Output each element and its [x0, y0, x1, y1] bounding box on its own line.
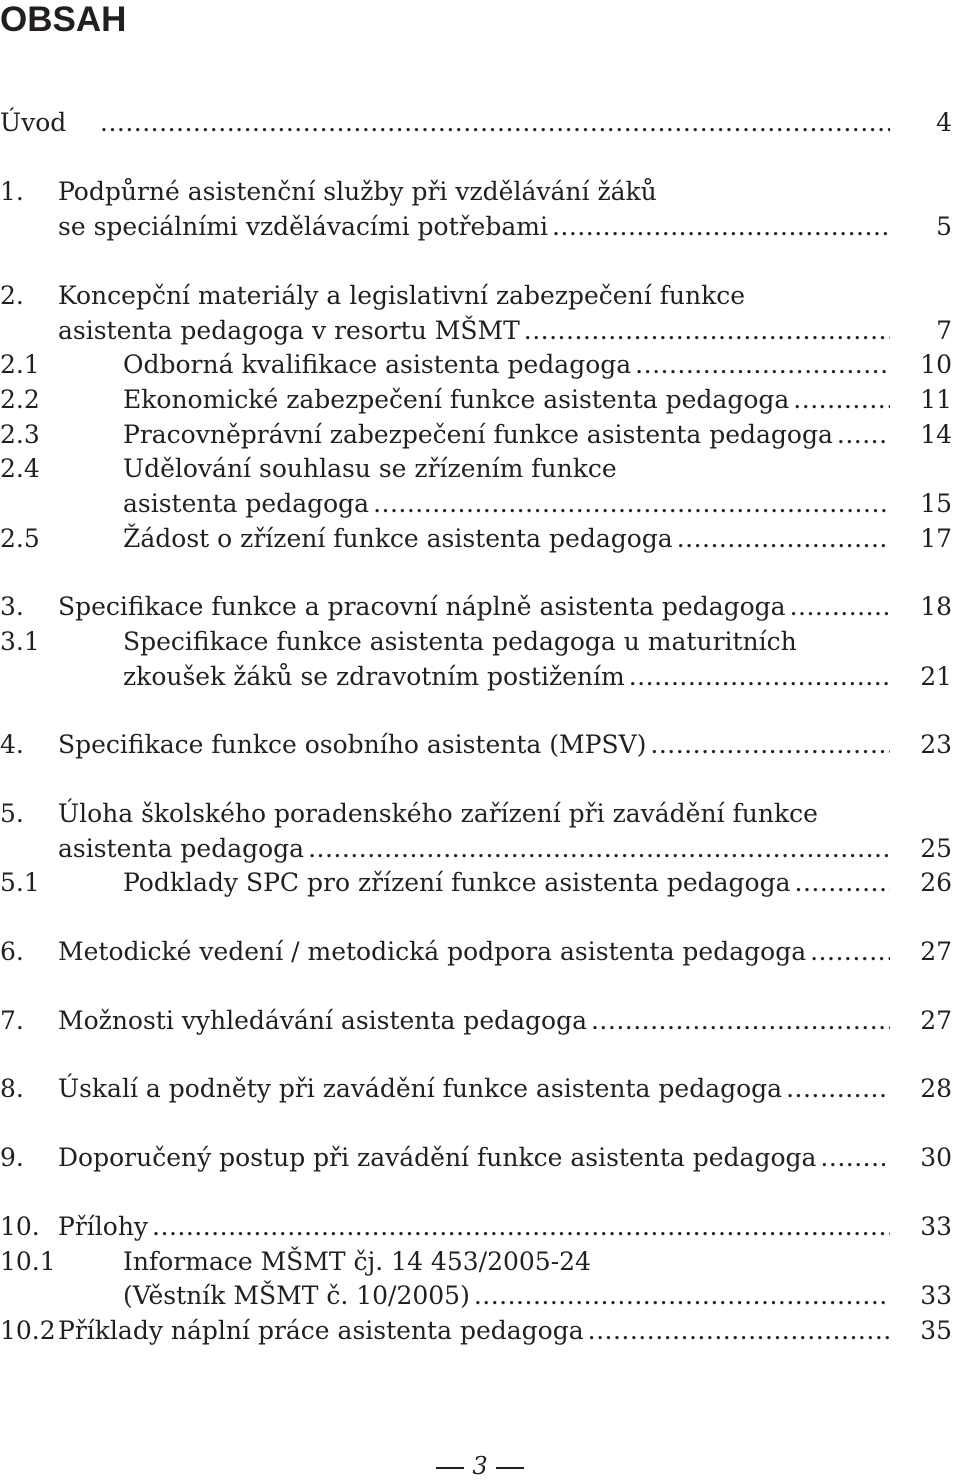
toc-entry-content	[58, 1071, 890, 1107]
toc-entry-content	[58, 1140, 890, 1176]
toc-page-number: 33	[920, 1212, 952, 1241]
toc-entry-number: 5.1	[0, 868, 40, 897]
toc-entry-title: Úskalí a podněty při zavádění funkce asistenta pedagoga	[58, 1074, 783, 1103]
toc-entry-number: 3.1	[0, 627, 40, 656]
toc-entry	[0, 624, 960, 660]
toc-entry-content	[58, 727, 890, 763]
toc-entry-title: se speciálními vzdělávacími potřebami	[58, 212, 548, 241]
toc-dot-leader	[373, 486, 890, 522]
toc-entry-title: Podpůrné asistenční služby při vzdělávání žáků	[58, 177, 657, 206]
toc-dot-leader	[308, 831, 890, 867]
toc-entry-content	[123, 1278, 890, 1314]
page-number: 3	[472, 1452, 488, 1480]
toc-entry-number: 2.	[0, 281, 24, 310]
toc-entry	[0, 831, 960, 867]
toc-entry-number: 4.	[0, 730, 24, 759]
toc-entry-content	[58, 278, 890, 314]
toc-dot-leader	[650, 727, 890, 763]
toc-dot-leader	[820, 1140, 890, 1176]
toc-entry	[0, 1278, 960, 1314]
toc-entry-title: Žádost o zřízení funkce asistenta pedagoga	[123, 524, 673, 553]
toc-entry-content	[58, 934, 890, 970]
toc-dot-leader	[786, 1071, 890, 1107]
toc-entry-title: Pracovněprávní zabezpečení funkce asistenta pedagoga	[123, 420, 833, 449]
toc-dot-leader	[795, 865, 890, 901]
toc-entry	[0, 417, 960, 453]
toc-page-number: 30	[920, 1143, 952, 1172]
toc-page-number: 35	[920, 1316, 952, 1345]
toc-entry-title: Úloha školského poradenského zařízení při zavádění funkce	[58, 799, 818, 828]
toc-entry-content	[123, 521, 890, 557]
toc-page-number: 28	[920, 1074, 952, 1103]
toc-entry-content	[123, 486, 890, 522]
toc-page-number: 14	[920, 420, 952, 449]
toc-entry-title: Příklady náplní práce asistenta pedagoga	[58, 1316, 584, 1345]
toc-dot-leader	[524, 313, 890, 349]
toc-entry-content	[58, 1003, 890, 1039]
toc-entry	[0, 659, 960, 695]
toc-entry-content	[58, 589, 890, 625]
toc-entry-content	[123, 624, 890, 660]
toc-entry	[0, 1003, 960, 1039]
toc-entry	[0, 1313, 960, 1349]
toc-page-number: 15	[920, 489, 952, 518]
toc-dot-leader	[152, 1209, 890, 1245]
toc-page-number: 4	[936, 108, 952, 137]
toc-entry-number: 2.4	[0, 454, 40, 483]
toc-entry-title: asistenta pedagoga v resortu MŠMT	[58, 316, 520, 345]
toc-entry-title: Doporučený postup při zavádění funkce asistenta pedagoga	[58, 1143, 817, 1172]
toc-entry-title: Přílohy	[58, 1212, 149, 1241]
toc-page-number: 21	[920, 662, 952, 691]
page-title: OBSAH	[0, 0, 127, 39]
toc-entry-content	[123, 659, 890, 695]
toc-entry-content	[58, 831, 890, 867]
toc-entry-title: Metodické vedení / metodická podpora asistenta pedagoga	[58, 937, 807, 966]
toc-dot-leader	[810, 934, 890, 970]
toc-page-number: 5	[936, 212, 952, 241]
toc-entry-title: Udělování souhlasu se zřízením funkce	[123, 454, 617, 483]
toc-entry	[0, 209, 960, 245]
toc-dot-leader	[474, 1278, 890, 1314]
toc-page-number: 25	[920, 834, 952, 863]
toc-entry-number: 5.	[0, 799, 24, 828]
toc-dot-leader	[790, 589, 890, 625]
toc-entry-content	[58, 313, 890, 349]
toc-page-number: 18	[920, 592, 952, 621]
toc-entry-content	[58, 209, 890, 245]
toc-entry	[0, 278, 960, 314]
toc-entry	[0, 727, 960, 763]
toc-entry-content	[100, 105, 890, 141]
toc-dot-leader	[635, 347, 890, 383]
footer-dash-right	[496, 1467, 524, 1469]
toc-entry	[0, 521, 960, 557]
toc-dot-leader	[793, 382, 890, 418]
toc-entry-title: Možnosti vyhledávání asistenta pedagoga	[58, 1006, 587, 1035]
toc-entry-number: 2.5	[0, 524, 40, 553]
toc-page-number: 26	[920, 868, 952, 897]
toc-page-number: 33	[920, 1281, 952, 1310]
toc-page-number: 23	[920, 730, 952, 759]
toc-entry	[0, 486, 960, 522]
toc-entry-title: Odborná kvalifikace asistenta pedagoga	[123, 350, 632, 379]
toc-entry-number: 2.3	[0, 420, 40, 449]
toc-entry-title: Informace MŠMT čj. 14 453/2005-24	[123, 1247, 591, 1276]
toc-dot-leader	[591, 1003, 890, 1039]
toc-entry-title: (Věstník MŠMT č. 10/2005)	[123, 1281, 470, 1310]
toc-entry-content	[123, 417, 890, 453]
toc-entry	[0, 865, 960, 901]
toc-entry	[0, 1209, 960, 1245]
toc-entry	[0, 796, 960, 832]
toc-entry-title: Koncepční materiály a legislativní zabezpečení funkce	[58, 281, 746, 310]
toc-entry-content	[123, 451, 890, 487]
toc-entry	[0, 1244, 960, 1280]
toc-entry-number: 10.2	[0, 1316, 56, 1345]
toc-entry-number: Úvod	[0, 108, 67, 137]
toc-entry-content	[58, 1313, 890, 1349]
toc-entry	[0, 105, 960, 141]
toc-entry-title: Podklady SPC pro zřízení funkce asistenta pedagoga	[123, 868, 791, 897]
toc-page-number: 7	[936, 316, 952, 345]
toc-entry-number: 3.	[0, 592, 24, 621]
toc-entry-number: 7.	[0, 1006, 24, 1035]
toc-page-number: 10	[920, 350, 952, 379]
toc-entry-title: asistenta pedagoga	[58, 834, 305, 863]
toc-dot-leader	[100, 105, 890, 141]
toc-dot-leader	[629, 659, 890, 695]
toc-entry	[0, 347, 960, 383]
toc-dot-leader	[677, 521, 890, 557]
toc-dot-leader	[552, 209, 890, 245]
toc-entry-number: 2.1	[0, 350, 40, 379]
toc-entry-number: 10.1	[0, 1247, 56, 1276]
toc-entry-content	[123, 865, 890, 901]
toc-entry-content	[123, 1244, 890, 1280]
toc-entry-title: Specifikace funkce asistenta pedagoga u maturitních	[123, 627, 797, 656]
toc-entry	[0, 1140, 960, 1176]
toc-entry-content	[123, 382, 890, 418]
toc-entry	[0, 451, 960, 487]
toc-page-number: 17	[920, 524, 952, 553]
toc-entry-content	[58, 174, 890, 210]
toc-dot-leader	[837, 417, 890, 453]
toc-entry	[0, 313, 960, 349]
toc-entry-title: Specifikace funkce osobního asistenta (MPSV)	[58, 730, 647, 759]
toc-entry-number: 1.	[0, 177, 24, 206]
toc-entry	[0, 934, 960, 970]
toc-entry	[0, 1071, 960, 1107]
toc-entry-number: 2.2	[0, 385, 40, 414]
toc-dot-leader	[588, 1313, 890, 1349]
toc-entry-number: 6.	[0, 937, 24, 966]
toc-entry-number: 10.	[0, 1212, 40, 1241]
toc-page-number: 27	[920, 937, 952, 966]
toc-entry-content	[58, 796, 890, 832]
toc-entry-number: 8.	[0, 1074, 24, 1103]
toc-entry-number: 9.	[0, 1143, 24, 1172]
toc-entry-title: Ekonomické zabezpečení funkce asistenta pedagoga	[123, 385, 790, 414]
footer-dash-left	[436, 1467, 464, 1469]
toc-entry	[0, 174, 960, 210]
toc-page-number: 27	[920, 1006, 952, 1035]
toc-entry-title: asistenta pedagoga	[123, 489, 370, 518]
toc-page-number: 11	[920, 385, 952, 414]
toc-entry-content	[58, 1209, 890, 1245]
toc-entry	[0, 589, 960, 625]
toc-entry-title: zkoušek žáků se zdravotním postižením	[123, 662, 625, 691]
toc-entry-content	[123, 347, 890, 383]
toc-entry	[0, 382, 960, 418]
toc-entry-title: Specifikace funkce a pracovní náplně asistenta pedagoga	[58, 592, 786, 621]
